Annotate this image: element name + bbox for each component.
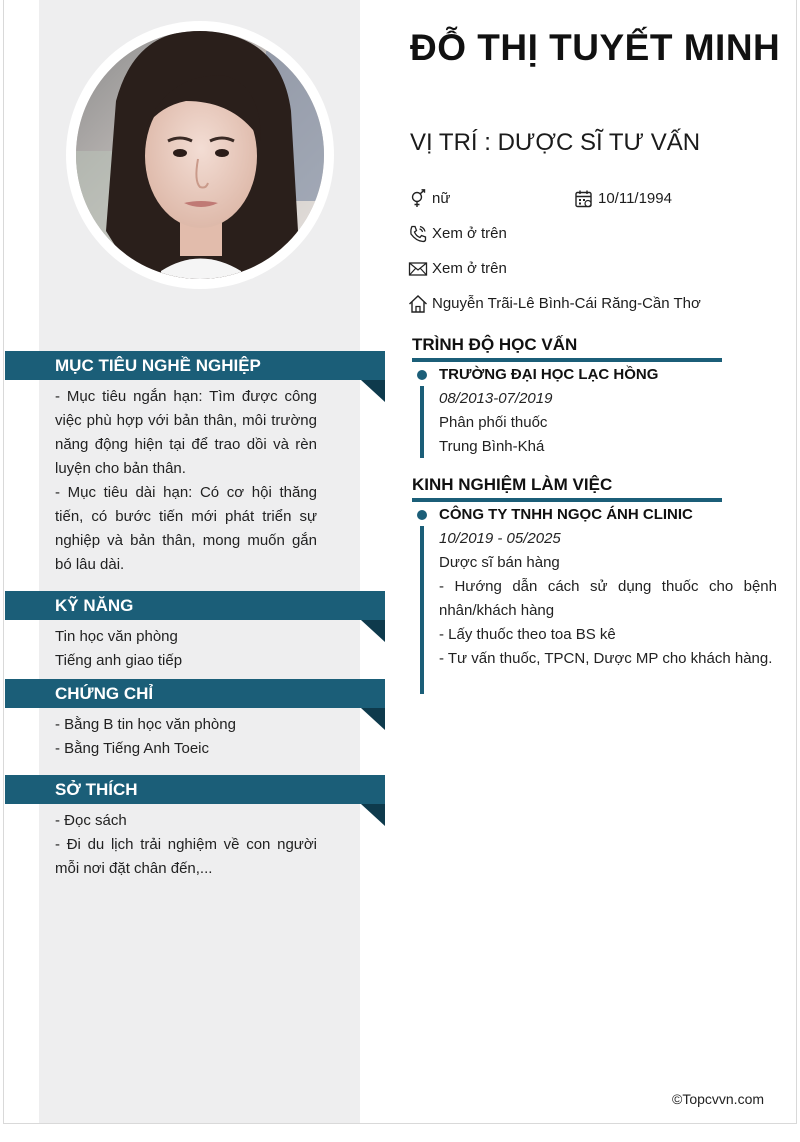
timeline-dot <box>417 510 427 520</box>
list-item: Tin học văn phòng <box>55 628 178 645</box>
ribbon-fold <box>361 804 385 826</box>
experience-title: KINH NGHIỆM LÀM VIỆC <box>412 474 722 502</box>
contact-birthday <box>574 189 672 209</box>
phone-value: Xem ở trên <box>432 225 507 242</box>
certificates-list <box>55 713 317 761</box>
cv-page <box>3 0 797 1124</box>
skills-title: KỸ NĂNG <box>55 596 134 615</box>
objective-title: MỤC TIÊU NGHỀ NGHIỆP <box>55 356 261 375</box>
timeline-dot <box>417 370 427 380</box>
education-period: 08/2013-07/2019 <box>439 390 553 407</box>
address-value: Nguyễn Trãi-Lê Bình-Cái Răng-Cần Thơ <box>432 295 701 312</box>
education-major: Phân phối thuốc <box>439 414 548 431</box>
list-item: - Bằng Tiếng Anh Toeic <box>55 740 209 757</box>
gender-value: nữ <box>432 190 451 207</box>
experience-role: Dược sĩ bán hàng <box>439 554 560 571</box>
footer-copyright: ©Topcvvn.com <box>672 1091 765 1107</box>
duty-item: - Lấy thuốc theo toa BS kê <box>439 626 616 643</box>
candidate-name: ĐỖ THỊ TUYẾT MINH <box>410 27 781 68</box>
list-item: - Bằng B tin học văn phòng <box>55 716 236 733</box>
list-item: - Đi du lịch trải nghiệm về con người mỗi nơi đặt chân đến,... <box>55 836 317 877</box>
hobbies-title: SỞ THÍCH <box>55 780 138 799</box>
hobbies-list <box>55 809 317 881</box>
mail-icon <box>408 259 428 279</box>
duty-item: - Tư vấn thuốc, TPCN, Dược MP cho khách hàng. <box>439 650 773 667</box>
contact-gender <box>408 189 450 209</box>
ribbon-fold <box>361 708 385 730</box>
experience-period: 10/2019 - 05/2025 <box>439 530 561 547</box>
education-entry <box>439 363 777 459</box>
phone-icon <box>408 224 428 244</box>
avatar <box>76 31 324 279</box>
contact-phone <box>408 224 507 244</box>
skills-list <box>55 625 317 673</box>
gender-icon <box>408 189 428 209</box>
timeline-line <box>420 386 424 458</box>
list-item: - Đọc sách <box>55 812 127 829</box>
ribbon-fold <box>361 380 385 402</box>
contact-email <box>408 259 507 279</box>
email-value: Xem ở trên <box>432 260 507 277</box>
job-position: VỊ TRÍ : DƯỢC SĨ TƯ VẤN <box>410 129 701 156</box>
birthday-value: 10/11/1994 <box>598 190 672 207</box>
calendar-icon <box>574 189 594 209</box>
certificates-title: CHỨNG CHỈ <box>55 684 154 703</box>
timeline-line <box>420 526 424 694</box>
home-icon <box>408 294 428 314</box>
hobbies-header <box>5 775 385 804</box>
company-name: CÔNG TY TNHH NGỌC ÁNH CLINIC <box>439 506 693 523</box>
skills-header <box>5 591 385 620</box>
objective-short-term: - Mục tiêu ngắn hạn: Tìm được công việc phù hợp với bản thân, môi trường năng động hiện tại để trao dồi và rèn luyện cho bản thân. <box>55 388 317 477</box>
education-title: TRÌNH ĐỘ HỌC VẤN <box>412 334 722 362</box>
ribbon-fold <box>361 620 385 642</box>
education-grade: Trung Bình-Khá <box>439 438 545 455</box>
list-item: Tiếng anh giao tiếp <box>55 652 183 669</box>
objective-header <box>5 351 385 380</box>
contact-address <box>408 294 701 314</box>
objective-content <box>55 385 317 577</box>
objective-long-term: - Mục tiêu dài hạn: Có cơ hội thăng tiến, có bước tiến mới phát triển sự nghiệp và bản thân, mong muốn gắn bó lâu dài. <box>55 484 317 573</box>
duty-item: - Hướng dẫn cách sử dụng thuốc cho bệnh nhân/khách hàng <box>439 578 777 619</box>
school-name: TRƯỜNG ĐẠI HỌC LẠC HỒNG <box>439 366 659 383</box>
certificates-header <box>5 679 385 708</box>
portrait-photo <box>76 31 324 279</box>
experience-entry <box>439 503 777 671</box>
